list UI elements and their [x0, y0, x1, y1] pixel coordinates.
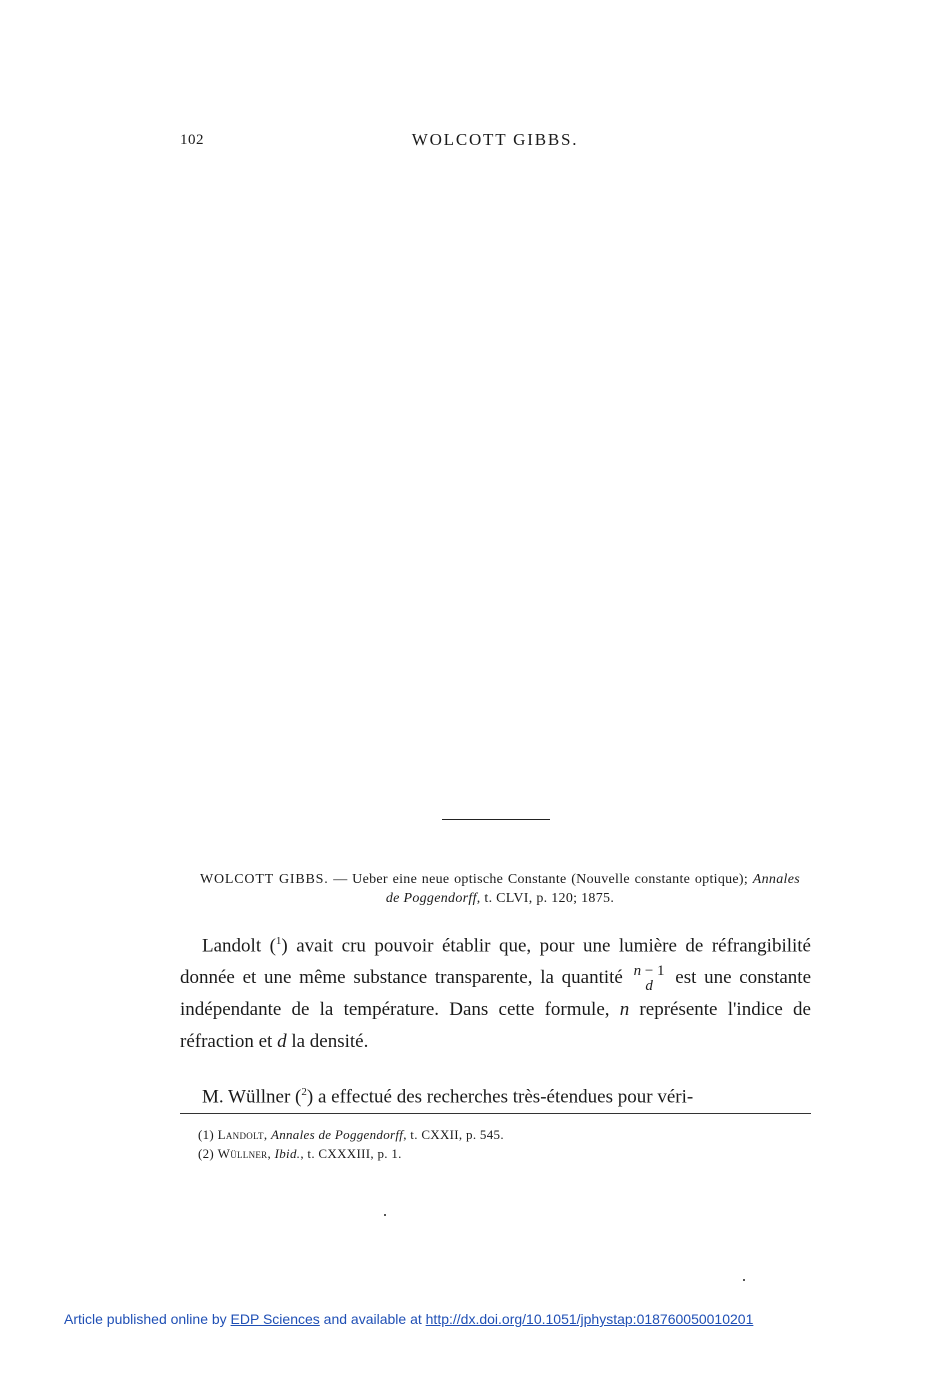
body-paragraph-2 — [180, 1076, 811, 1113]
footnote-2-rest: , t. CXXXIII, p. 1. — [300, 1146, 402, 1161]
p2-text-b: ) a effectué des recherches très-étendues pour véri- — [306, 1086, 694, 1108]
footnote-2-author: Wüllner — [217, 1146, 268, 1161]
scan-speck — [384, 1214, 386, 1216]
formula-fraction — [634, 964, 665, 994]
footnote-2-ibid: Ibid. — [274, 1146, 301, 1161]
body-paragraph-1 — [180, 925, 811, 1058]
page-number: 102 — [180, 132, 204, 148]
article-author: WOLCOTT GIBBS. — [200, 872, 329, 887]
running-head: WOLCOTT GIBBS. — [411, 130, 579, 149]
footnote-ref-2[interactable]: 2 — [301, 1086, 307, 1098]
article-heading — [200, 870, 800, 908]
article-title: — Ueber eine neue optische Constante (Nouvelle constante optique); — [328, 872, 753, 887]
formula-numerator-rest: − 1 — [641, 962, 665, 979]
p1-var-n: n — [619, 999, 630, 1021]
publisher-prefix: Article published online by — [64, 1311, 231, 1327]
footnote-2-mark: (2) — [198, 1146, 215, 1161]
article-citation: , t. CLVI, p. 120; 1875. — [476, 891, 615, 906]
p1-text-c: est une constante indépendante de la température. Dans cette formule, — [180, 967, 811, 1021]
p1-text-a: Landolt ( — [202, 935, 276, 957]
footnote-1-author: Landolt — [217, 1127, 264, 1142]
footnote-1-rest: , t. CXXII, p. 545. — [403, 1127, 504, 1142]
footnote-1: (1) Landolt, Annales de Poggendorff, t. CXXII, p. 545. — [198, 1127, 504, 1142]
publisher-middle: and available at — [319, 1311, 426, 1327]
p1-var-d: d — [277, 1031, 287, 1053]
p1-text-e: la densité. — [286, 1031, 369, 1053]
footnote-ref-1[interactable]: 1 — [275, 935, 282, 947]
p2-text-a: M. Wüllner ( — [202, 1086, 302, 1108]
publisher-line — [64, 1311, 753, 1327]
formula-numerator-var: n — [633, 962, 642, 979]
doi-link[interactable]: http://dx.doi.org/10.1051/jphystap:018760050010201 — [425, 1311, 754, 1327]
footnote-1-journal: Annales de Poggendorff — [270, 1127, 404, 1142]
scan-speck — [743, 1279, 745, 1281]
publisher-link[interactable]: EDP Sciences — [230, 1311, 320, 1327]
article-journal: Annales de Poggendorff — [385, 872, 800, 906]
footnote-rule — [180, 1113, 811, 1114]
p1-text-b: ) avait cru pouvoir établir que, pour une lumière de réfrangibilité donnée et une même substance transparente, la quantité — [180, 935, 811, 989]
formula-denominator: d — [645, 977, 653, 994]
footnote-2: (2) Wüllner, Ibid., t. CXXXIII, p. 1. — [198, 1146, 402, 1161]
section-divider — [442, 819, 550, 820]
p1-text-d: représente l'indice de réfraction et — [180, 999, 811, 1053]
footnote-1-mark: (1) — [198, 1127, 215, 1142]
